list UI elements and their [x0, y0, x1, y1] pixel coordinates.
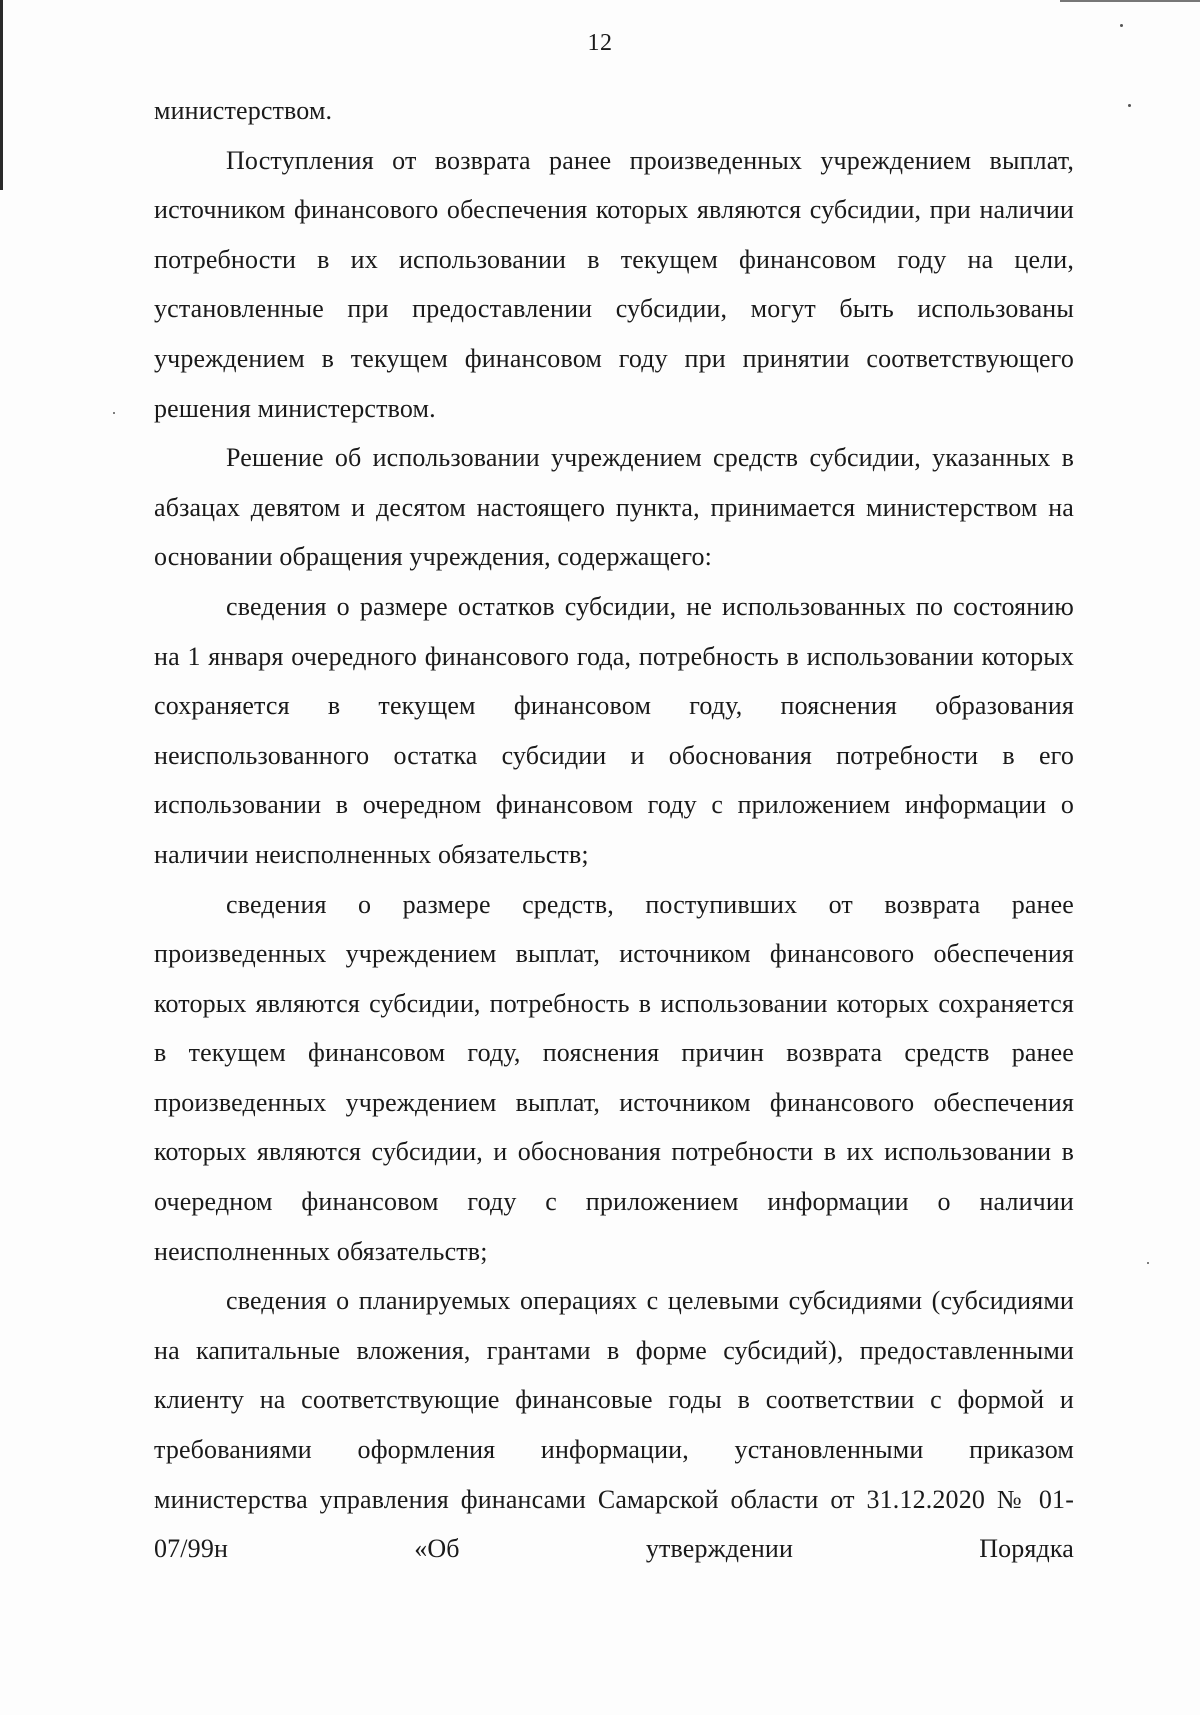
paragraph-decision: Решение об использовании учреждением средств субсидии, указанных в абзацах девятом и десятом настоящего пункта, принимается министерством на основании обращения учреждения, содержащего:	[154, 443, 1074, 572]
scan-speck	[1120, 24, 1123, 27]
paragraph-planned-operations: сведения о планируемых операциях с целевыми субсидиями (субсидиями на капитальные вложения, грантами в форме субсидий), предоставленными клиенту на соответствующие финансовые годы в соответствии с формой и требованиями оформления информации, установленными приказом министерства управления финансами Самарской области от 31.12.2020 № 01-07/99н «Об утверждении Порядка	[154, 1286, 1074, 1564]
document-body	[154, 86, 1074, 1574]
paragraph-returns: Поступления от возврата ранее произведенных учреждением выплат, источником финансового обеспечения которых являются субсидии, при наличии потребности в их использовании в текущем финансовом году на цели, установленные при предоставлении субсидии, могут быть использованы учреждением в текущем финансовом году при принятии соответствующего решения министерством.	[154, 145, 1074, 423]
scan-speck	[113, 412, 115, 414]
scan-edge-left	[0, 0, 3, 190]
scan-speck	[1128, 104, 1131, 107]
scan-speck	[1147, 1262, 1149, 1264]
scan-edge-top-right	[1060, 0, 1200, 2]
paragraph-balance-info: сведения о размере остатков субсидии, не использованных по состоянию на 1 января очередного финансового года, потребность в использовании которых сохраняется в текущем финансовом году, пояснения образования неиспользованного остатка субсидии и обоснования потребности в его использовании в очередном финансовом году с приложением информации о наличии неисполненных обязательств;	[154, 591, 1074, 869]
paragraph-continuation: министерством.	[154, 96, 333, 125]
page-number: 12	[587, 30, 613, 56]
paragraph-refund-info: сведения о размере средств, поступивших от возврата ранее произведенных учреждением выплат, источником финансового обеспечения которых являются субсидии, потребность в использовании которых сохраняется в текущем финансовом году, пояснения причин возврата средств ранее произведенных учреждением выплат, источником финансового обеспечения которых являются субсидии, и обоснования потребности в их использовании в очередном финансовом году с приложением информации о наличии неисполненных обязательств;	[154, 889, 1074, 1266]
